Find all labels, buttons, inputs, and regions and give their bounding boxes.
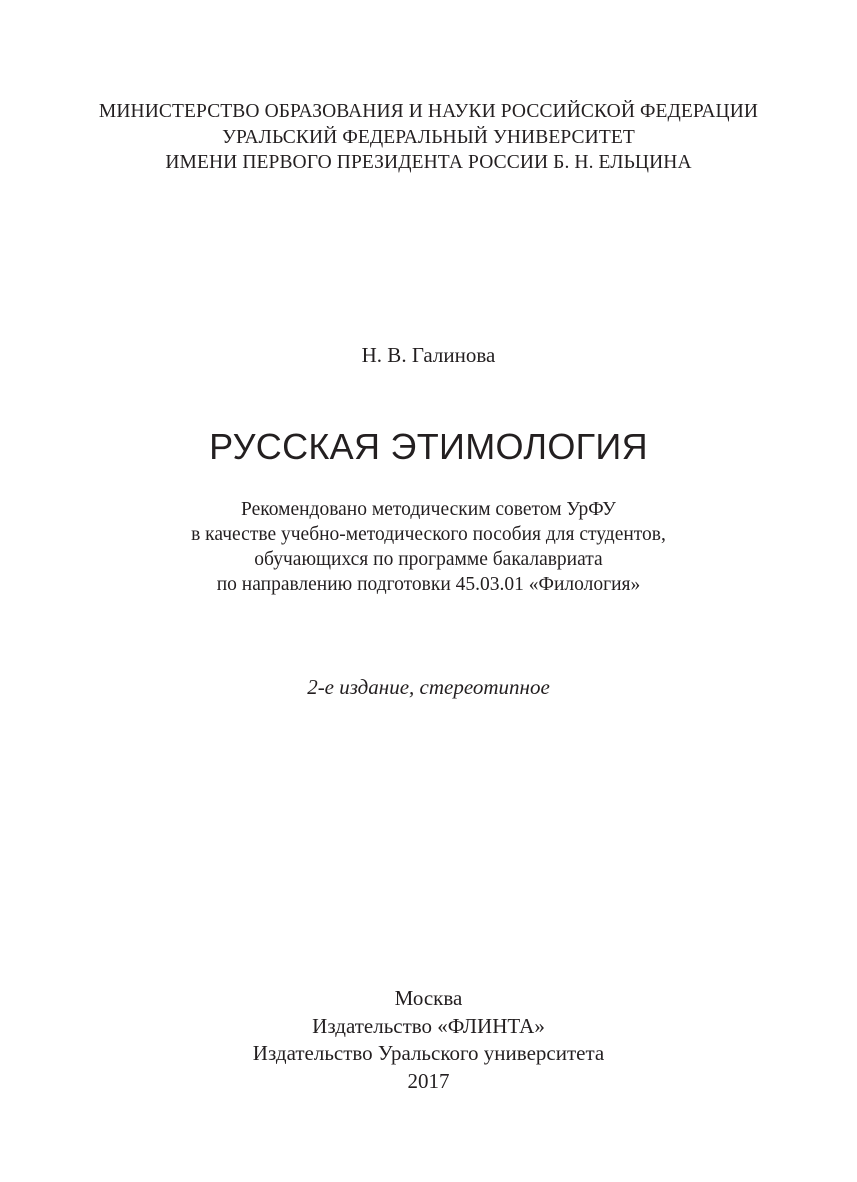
publisher-imprint: [0, 985, 857, 1095]
co-publisher-name: Издательство Уральского университета: [252, 1041, 605, 1065]
edition-note: 2-е издание, стереотипное: [307, 675, 550, 699]
university-name-line: ИМЕНИ ПЕРВОГО ПРЕЗИДЕНТА РОССИИ Б. Н. ЕЛЬЦИНА: [165, 152, 692, 173]
author-name: Н. В. Галинова: [361, 343, 496, 367]
university-line: УРАЛЬСКИЙ ФЕДЕРАЛЬНЫЙ УНИВЕРСИТЕТ: [222, 126, 635, 148]
book-title: РУССКАЯ ЭТИМОЛОГИЯ: [209, 426, 648, 467]
recommendation-note: [0, 497, 857, 597]
publication-city: Москва: [394, 986, 463, 1010]
publication-year: 2017: [407, 1068, 450, 1093]
publisher-name: Издательство «ФЛИНТА»: [312, 1013, 545, 1038]
recommendation-line: обучающихся по программе бакалавриата: [254, 549, 603, 570]
recommendation-line: в качестве учебно-методического пособия для студентов,: [191, 524, 666, 545]
recommendation-line: по направлению подготовки 45.03.01 «Филология»: [216, 574, 641, 595]
ministry-line: МИНИСТЕРСТВО ОБРАЗОВАНИЯ И НАУКИ РОССИЙСКОЙ ФЕДЕРАЦИИ: [98, 101, 759, 122]
recommendation-line: Рекомендовано методическим советом УрФУ: [241, 499, 616, 520]
institution-header: [0, 99, 857, 176]
